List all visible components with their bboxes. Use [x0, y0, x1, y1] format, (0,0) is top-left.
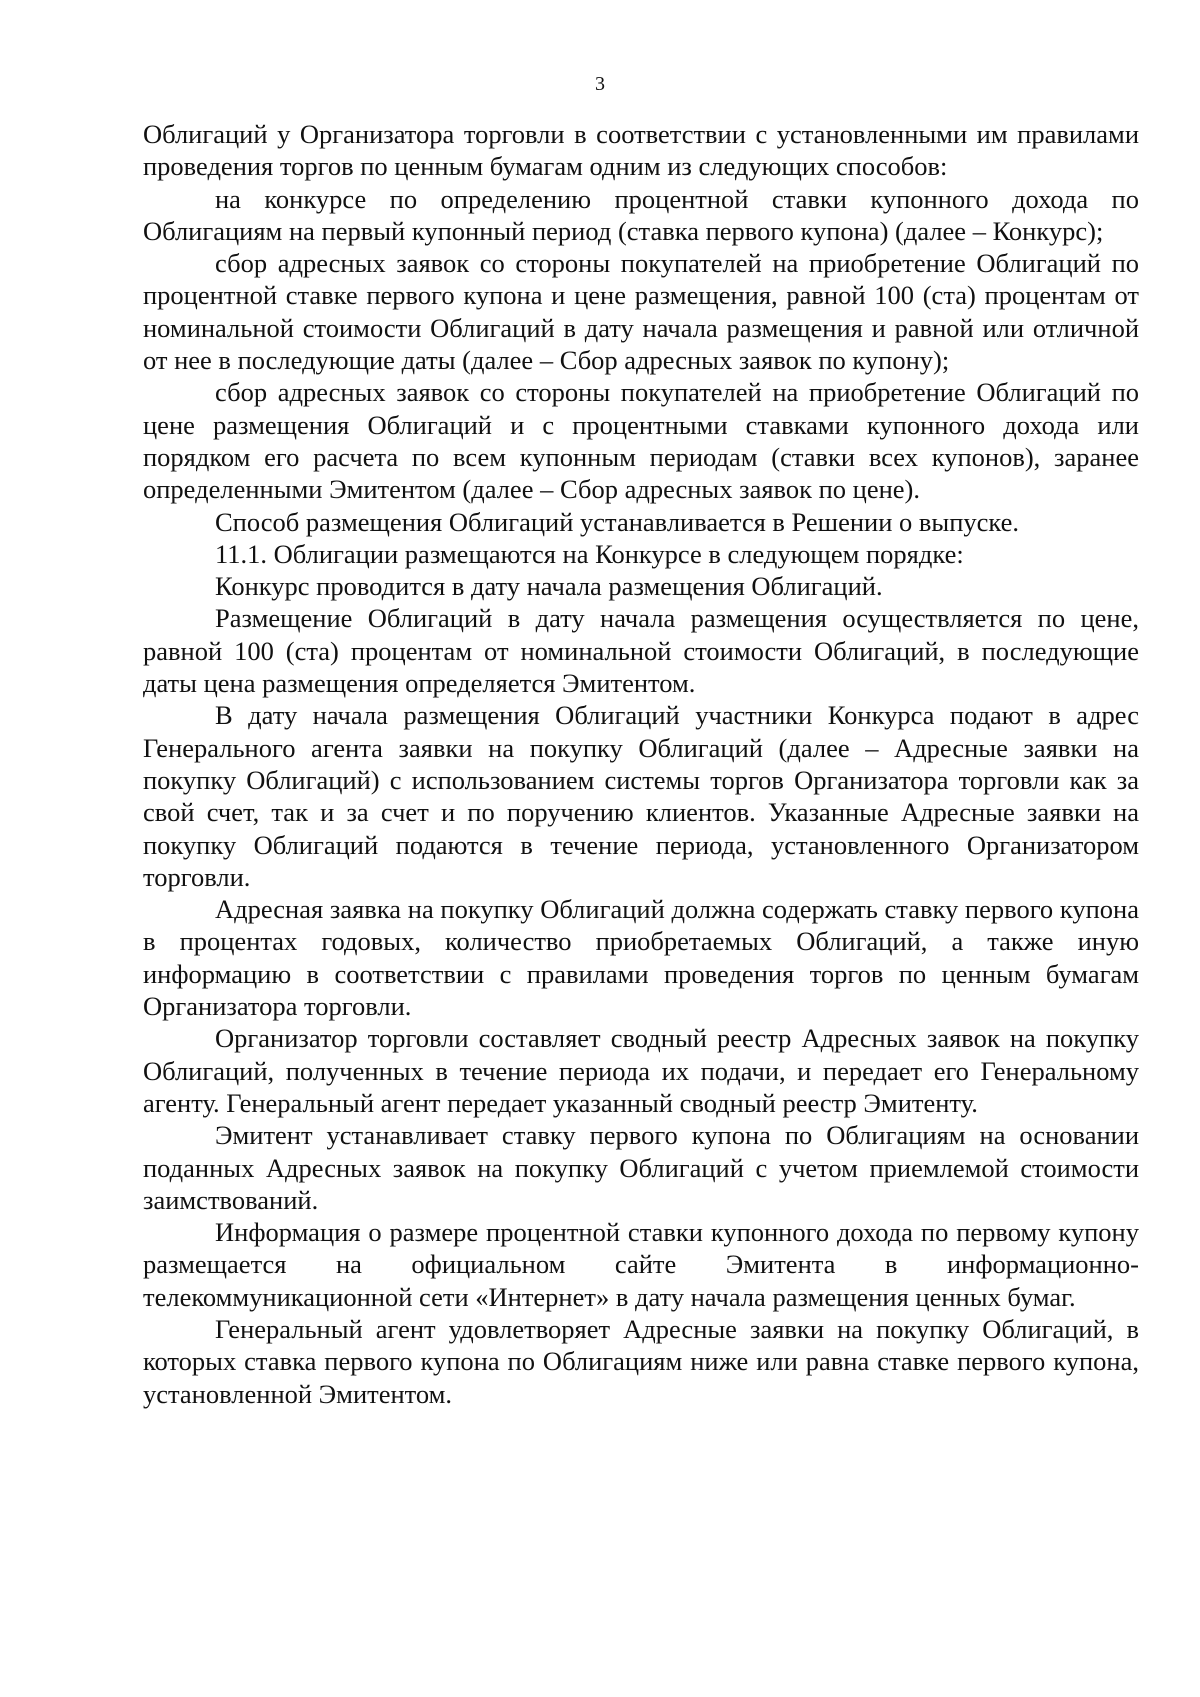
paragraph-contest-date: Конкурс проводится в дату начала размещения Облигаций. [215, 571, 883, 602]
paragraph-coupon-rate-set: Эмитент устанавливает ставку первого купона по Облигациям на основании поданных Адресных заявок на покупку Облигаций с учетом приемлемой стоимости заимствований. [143, 1120, 1139, 1215]
paragraph-placement-price: Размещение Облигаций в дату начала размещения осуществляется по цене, равной 100 (ста) процентам от номинальной стоимости Облигаций, в последующие даты цена размещения определяется Эмитентом. [143, 603, 1139, 699]
paragraph-continuation: Облигаций у Организатора торговли в соответствии с установленными им правилами проведения торгов по ценным бумагам одним из следующих способов: [143, 119, 1139, 182]
paragraph-consolidated-register: Организатор торговли составляет сводный реестр Адресных заявок на покупку Облигаций, полученных в течение периода их подачи, и передает его Генеральному агенту. Генеральный агент передает указанный сводный реестр Эмитенту. [143, 1023, 1139, 1118]
paragraph-method-defined: Способ размещения Облигаций устанавливается в Решении о выпуске. [215, 506, 1020, 537]
document-body [143, 118, 1139, 1410]
paragraph-rate-disclosure: Информация о размере процентной ставки купонного дохода по первому купону размещается на официальном сайте Эмитента в информационно-телекоммуникационной сети «Интернет» в дату начала размещения ценных бумаг. [143, 1217, 1139, 1312]
paragraph-method-bookbuilding-coupon: сбор адресных заявок со стороны покупателей на приобретение Облигаций по процентной ставке первого купона и цене размещения, равной 100 (ста) процентам от номинальной стоимости Облигаций в дату начала размещения и равной или отличной от нее в последующие даты (далее – Сбор адресных заявок по купону); [143, 248, 1139, 376]
section-heading-11-1: 11.1. Облигации размещаются на Конкурсе в следующем порядке: [215, 538, 964, 569]
paragraph-method-bookbuilding-price: сбор адресных заявок со стороны покупателей на приобретение Облигаций по цене размещения Облигаций и с процентными ставками купонного дохода или порядком его расчета по всем купонным периодам (ставки всех купонов), заранее определенными Эмитентом (далее – Сбор адресных заявок по цене). [143, 377, 1139, 505]
paragraph-bids-submission: В дату начала размещения Облигаций участники Конкурса подают в адрес Генерального агента заявки на покупку Облигаций (далее – Адресные заявки на покупку Облигаций) с использованием системы торгов Организатора торговли как за свой счет, так и за счет и по поручению клиентов. Указанные Адресные заявки на покупку Облигаций подаются в течение периода, установленного Организатором торговли. [143, 700, 1139, 892]
paragraph-method-contest: на конкурсе по определению процентной ставки купонного дохода по Облигациям на первый купонный период (ставка первого купона) (далее – Конкурс); [143, 183, 1139, 246]
paragraph-bids-satisfaction: Генеральный агент удовлетворяет Адресные заявки на покупку Облигаций, в которых ставка первого купона по Облигациям ниже или равна ставке первого купона, установленной Эмитентом. [143, 1313, 1139, 1409]
paragraph-bid-content: Адресная заявка на покупку Облигаций должна содержать ставку первого купона в процентах годовых, количество приобретаемых Облигаций, а также иную информацию в соответствии с правилами проведения торгов по ценным бумагам Организатора торговли. [143, 894, 1139, 1022]
page-number: 3 [595, 73, 605, 95]
